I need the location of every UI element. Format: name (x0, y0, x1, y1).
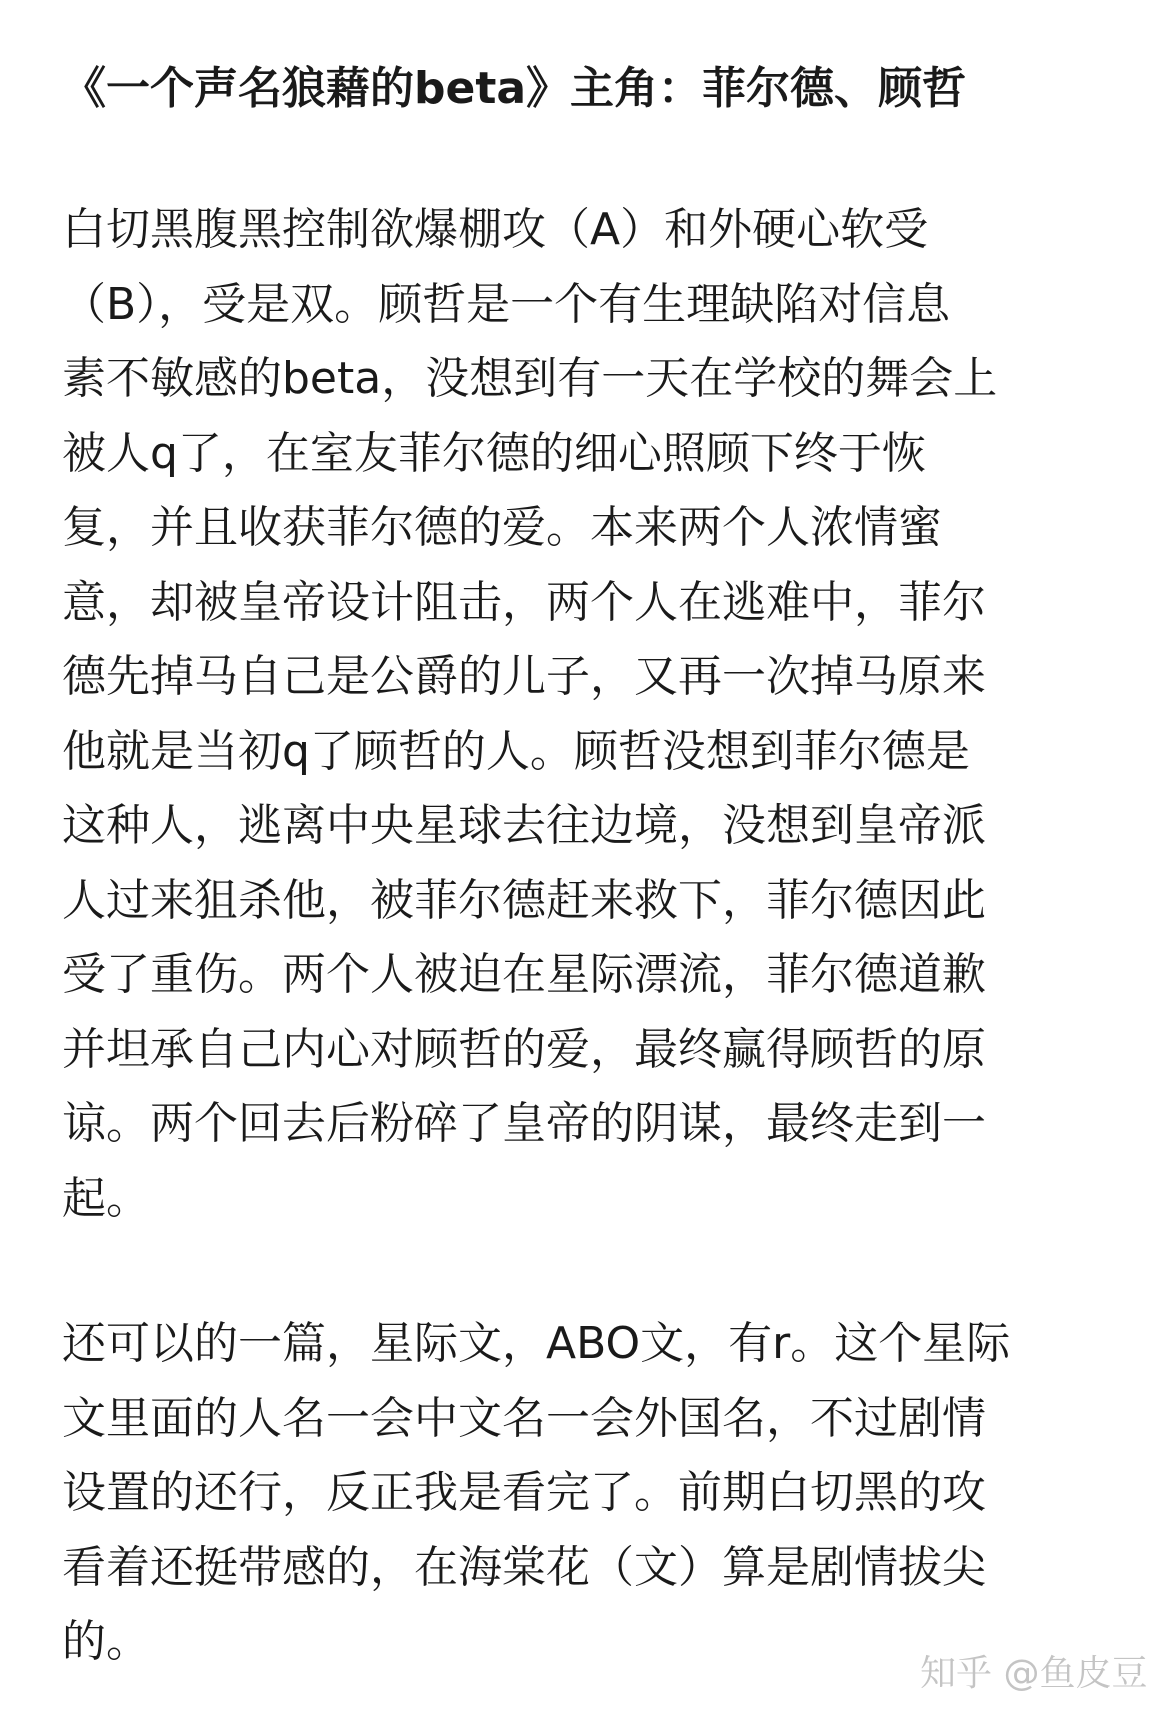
text-line: 谅。两个回去后粉碎了皇帝的阴谋，最终走到一 (62, 1098, 986, 1149)
text-line: 受了重伤。两个人被迫在星际漂流，菲尔德道歉 (62, 949, 986, 1000)
text-line: 并坦承自己内心对顾哲的爱，最终赢得顾哲的原 (62, 1023, 986, 1075)
text-line: 被人q了，在室友菲尔德的细心照顾下终于恢 (62, 427, 926, 479)
text-line: 的。 (62, 1616, 150, 1667)
text-line: 设置的还行，反正我是看完了。前期白切黑的攻 (62, 1467, 986, 1518)
text-line: 人过来狙杀他，被菲尔德赶来救下，菲尔德因此 (62, 874, 986, 926)
text-line: （B），受是双。顾哲是一个有生理缺陷对信息 (62, 278, 951, 330)
zhihu-watermark: 知乎 @鱼皮豆 (920, 1653, 1148, 1694)
text-line: 这种人，逃离中央星球去往边境，没想到皇帝派 (62, 800, 986, 851)
post-title: 《一个声名狼藉的beta》主角：菲尔德、顾哲 (62, 63, 967, 114)
text-line: 起。 (62, 1172, 150, 1224)
text-line: 文里面的人名一会中文名一会外国名，不过剧情 (62, 1392, 986, 1444)
text-line: 白切黑腹黑控制欲爆棚攻（A）和外硬心软受 (62, 204, 929, 255)
text-line: 素不敏感的beta，没想到有一天在学校的舞会上 (62, 353, 998, 404)
summary-paragraph (62, 193, 997, 1236)
text-line: 看着还挺带感的，在海棠花（文）算是剧情拔尖 (62, 1541, 986, 1593)
review-paragraph (62, 1307, 1010, 1680)
text-line: 复，并且收获菲尔德的爱。本来两个人浓情蜜 (62, 502, 942, 553)
text-line: 意，却被皇帝设计阻击，两个人在逃难中，菲尔 (62, 576, 986, 628)
text-line: 德先掉马自己是公爵的儿子，又再一次掉马原来 (62, 651, 986, 702)
text-line: 他就是当初q了顾哲的人。顾哲没想到菲尔德是 (62, 725, 970, 777)
text-line: 还可以的一篇，星际文，ABO文，有r。这个星际 (62, 1318, 1011, 1369)
